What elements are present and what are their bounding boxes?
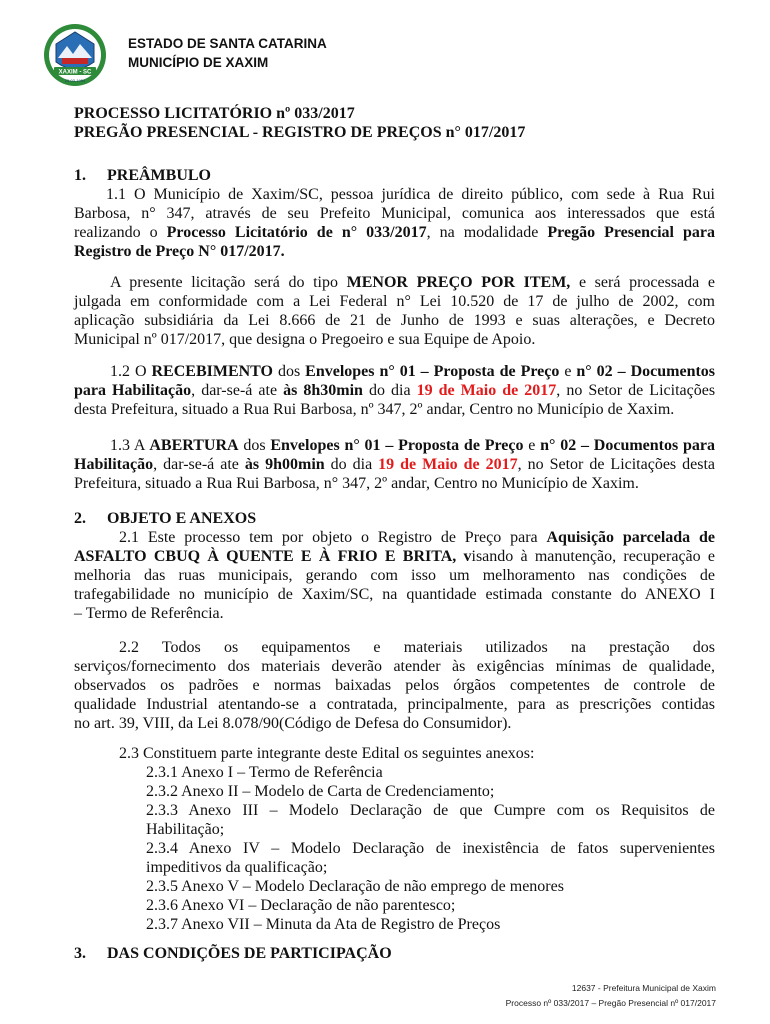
- page-footer: [506, 981, 716, 1011]
- text-line: 1.1 O Município de Xaxim/SC, pessoa jurídica de direito público, com sede à Rua Rui: [106, 186, 715, 203]
- text-line: desta Prefeitura, situado a Rua Rui Barbosa, nº 347, 2º andar, Centro no Município de Xaxim.: [74, 401, 675, 418]
- annex-item: impeditivos da qualificação;: [146, 859, 328, 876]
- section-1-heading: [74, 166, 715, 185]
- footer-line: 12637 - Prefeitura Municipal de Xaxim: [571, 983, 716, 993]
- text-line: Habilitação, dar-se-á ate às 9h00min do dia 19 de Maio de 2017, no Setor de Licitações desta: [74, 456, 716, 473]
- text-line: Prefeitura, situado a Rua Rui Barbosa, n° 347, 2º andar, Centro no Município de Xaxim.: [74, 475, 639, 492]
- text-line: realizando o Processo Licitatório de n° 033/2017, na modalidade Pregão Presencial para: [74, 224, 715, 241]
- text-line: – Termo de Referência.: [74, 605, 224, 622]
- paragraph-1-1: [74, 185, 715, 261]
- section-number: 1.: [74, 167, 86, 184]
- paragraph-1-3: [74, 436, 715, 493]
- section-number: 3.: [74, 945, 86, 962]
- paragraph-1-2: [74, 362, 715, 419]
- annex-item: 2.3.1 Anexo I – Termo de Referência: [146, 764, 383, 781]
- section-3-heading: [74, 944, 715, 963]
- annex-item: 2.3.4 Anexo IV – Modelo Declaração de inexistência de fatos supervenientes: [146, 840, 715, 857]
- text-line: 2.3 Constituem parte integrante deste Edital os seguintes anexos:: [119, 745, 535, 762]
- text-line: qualidade Industrial atentando-se a contratada, principalmente, para as prescrições contidas: [74, 696, 715, 713]
- seal-date: 25-03-1954: [64, 78, 86, 83]
- date-highlight: 19 de Maio de 2017: [416, 382, 557, 399]
- text-line: julgada em conformidade com a Lei Federal n° Lei 10.520 de 17 de julho de 2002, com: [74, 293, 715, 310]
- text-line: observados os padrões e normas baixadas pelos órgãos competentes de controle de: [74, 677, 715, 694]
- footer-line: Processo nº 033/2017 – Pregão Presencial nº 017/2017: [505, 998, 716, 1008]
- annex-item: 2.3.6 Anexo VI – Declaração de não parentesco;: [146, 897, 456, 914]
- text-line: 1.3 A ABERTURA dos Envelopes n° 01 – Proposta de Preço e n° 02 – Documentos para: [110, 437, 715, 454]
- text-line: Barbosa, n° 347, através de seu Prefeito Municipal, comunica aos interessados que está: [74, 205, 715, 222]
- process-title: PROCESSO LICITATÓRIO nº 033/2017: [74, 105, 355, 122]
- text-line: trafegabilidade no município de Xaxim/SC, na quantidade estimada constante do ANEXO I: [74, 586, 715, 603]
- text-line: aplicação subsidiária da Lei 8.666 de 21 de Junho de 1993 e suas alterações, e Decreto: [74, 312, 715, 329]
- annex-item: 2.3.2 Anexo II – Modelo de Carta de Credenciamento;: [146, 783, 495, 800]
- letterhead: [40, 22, 540, 88]
- annex-list: [74, 763, 715, 934]
- text-line: A presente licitação será do tipo MENOR PREÇO POR ITEM, e será processada e: [110, 274, 715, 291]
- state-name: ESTADO DE SANTA CATARINA: [128, 36, 327, 51]
- text-line: melhoria das ruas municipais, gerando com isso um melhoramento nas condições de: [74, 567, 715, 584]
- seal-label: XAXIM - SC: [58, 69, 92, 76]
- text-line: ASFALTO CBUQ À QUENTE E À FRIO E BRITA, visando à manutenção, recuperação e: [74, 548, 715, 565]
- text-line: 2.1 Este processo tem por objeto o Registro de Preço para Aquisição parcelada de: [119, 529, 716, 546]
- section-title: PREÂMBULO: [107, 167, 211, 184]
- text-line: 1.2 O RECEBIMENTO dos Envelopes n° 01 – Proposta de Preço e n° 02 – Documentos: [110, 363, 716, 380]
- paragraph-2-3: [74, 744, 715, 934]
- paragraph-2-2: [74, 638, 715, 733]
- section-title: DAS CONDIÇÕES DE PARTICIPAÇÃO: [107, 945, 392, 962]
- text-line: para Habilitação, dar-se-á ate às 8h30min do dia 19 de Maio de 2017, no Setor de Licitações: [74, 382, 716, 399]
- annex-item: 2.3.7 Anexo VII – Minuta da Ata de Registro de Preços: [146, 916, 501, 933]
- section-2-heading: [74, 509, 715, 528]
- annex-item: 2.3.3 Anexo III – Modelo Declaração de que Cumpre com os Requisitos de: [146, 802, 715, 819]
- municipality-name: MUNICÍPIO DE XAXIM: [128, 55, 269, 70]
- annex-item: Habilitação;: [146, 821, 225, 838]
- pregao-title: PREGÃO PRESENCIAL - REGISTRO DE PREÇOS n° 017/2017: [74, 124, 526, 141]
- paragraph-2-1: [74, 528, 715, 623]
- document-title: [74, 104, 715, 142]
- municipal-seal-icon: [40, 22, 110, 88]
- text-line: 2.2 Todos os equipamentos e materiais utilizados na prestação dos: [119, 639, 715, 656]
- annex-item: 2.3.5 Anexo V – Modelo Declaração de não emprego de menores: [146, 878, 564, 895]
- text-line: no art. 39, VIII, da Lei 8.078/90(Código de Defesa do Consumidor).: [74, 715, 512, 732]
- paragraph-tipo: [74, 273, 715, 349]
- text-line: Municipal nº 017/2017, que designa o Pregoeiro e sua Equipe de Apoio.: [74, 331, 536, 348]
- date-highlight: 19 de Maio de 2017: [378, 456, 518, 473]
- text-line: serviços/fornecimento dos materiais deverão atender às exigências mínimas de qualidade,: [74, 658, 715, 675]
- text-line: Registro de Preço N° 017/2017.: [74, 243, 285, 260]
- section-number: 2.: [74, 510, 86, 527]
- section-title: OBJETO E ANEXOS: [107, 510, 257, 527]
